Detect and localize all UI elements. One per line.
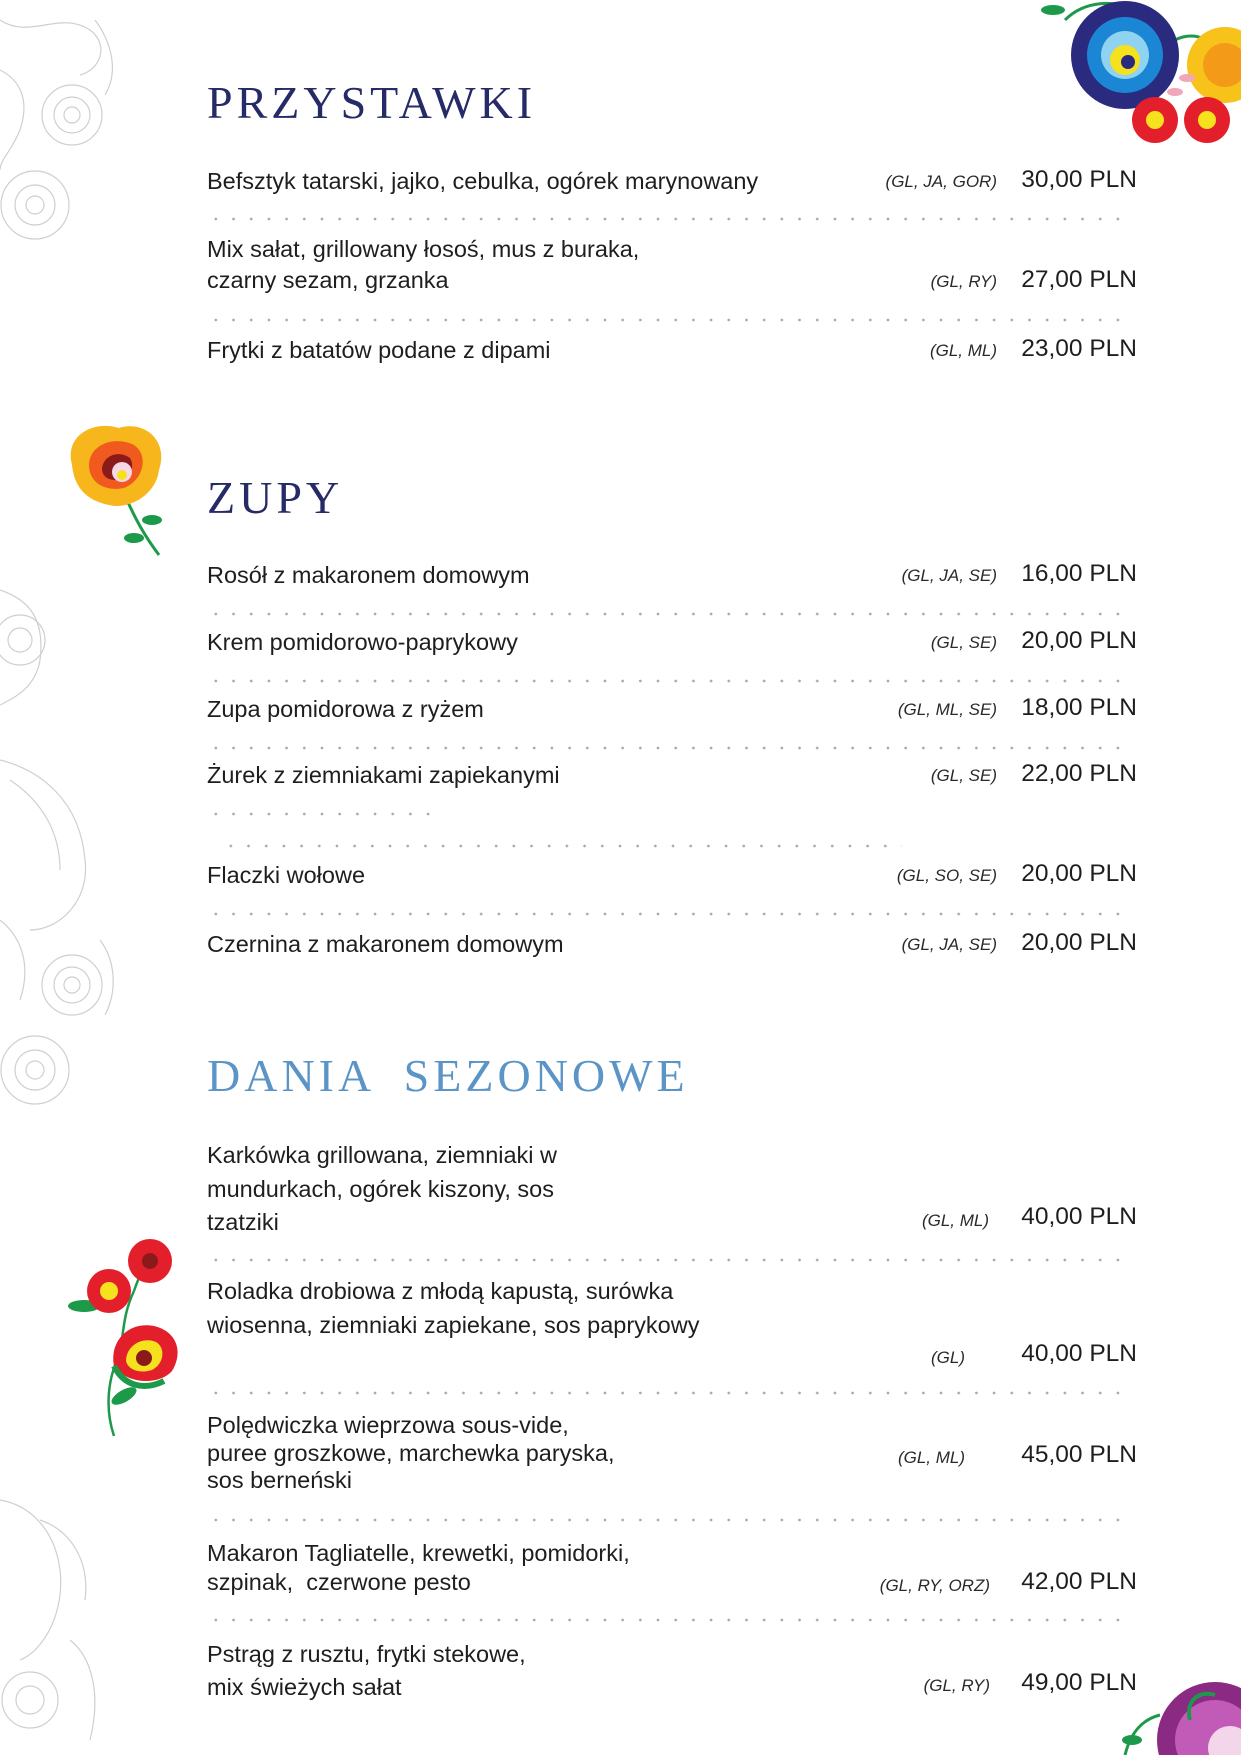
menu-item [207,234,1137,298]
dish-name: Frytki z batatów podane z dipami [207,337,551,363]
dish-price: 42,00 PLN [1021,1568,1137,1595]
dish-price: 20,00 PLN [1021,929,1137,956]
outline-floral-ornament-left [0,0,130,1755]
menu-item [207,1539,1137,1601]
dish-price: 30,00 PLN [1021,166,1137,193]
dish-name: Żurek z ziemniakami zapiekanymi [207,762,560,788]
menu-item [207,1274,1137,1384]
folk-flower-yellow-left [64,420,174,560]
dotted-separator [207,812,437,816]
menu-item [207,560,1137,600]
allergens-label: (GL, RY) [930,272,997,291]
dish-name: Roladka drobiowa z młodą kapustą, surówka wiosenna, ziemniaki zapiekane, sos paprykowy [207,1278,700,1338]
folk-flower-red-left [64,1236,194,1441]
dish-price: 40,00 PLN [1021,1203,1137,1230]
allergens-label: (GL, SO, SE) [896,866,997,885]
menu-item [207,1638,1137,1700]
dotted-separator [207,1391,1125,1395]
menu-item [207,929,1137,969]
dish-price: 22,00 PLN [1021,760,1137,787]
folk-flower-top-right [1025,0,1241,150]
dotted-separator [207,1518,1125,1522]
allergens-label: (GL, ML) [897,1448,965,1467]
dish-price: 16,00 PLN [1021,560,1137,587]
dotted-separator [207,217,1125,221]
allergens-label: (GL, RY, ORZ) [879,1576,990,1595]
section-title-zupy: ZUPY [207,472,344,523]
dish-price: 23,00 PLN [1021,335,1137,362]
dish-price: 40,00 PLN [1021,1340,1137,1367]
dish-price: 20,00 PLN [1021,860,1137,887]
dish-name: Rosół z makaronem domowym [207,562,530,588]
dotted-separator [207,318,1125,322]
menu-item [207,1412,1137,1502]
dish-name: Befsztyk tatarski, jajko, cebulka, ogórek marynowany [207,168,759,194]
menu-item [207,694,1137,734]
dish-name: Flaczki wołowe [207,862,366,888]
allergens-label: (GL, JA, SE) [901,566,997,585]
dish-name: Karkówka grillowana, ziemniaki w mundurkach, ogórek kiszony, sos tzatziki [207,1142,558,1235]
dotted-separator [207,912,1125,916]
menu-item [207,166,1137,206]
dish-name: Zupa pomidorowa z ryżem [207,696,484,722]
dotted-separator [207,679,1125,683]
allergens-label: (GL, ML) [921,1211,989,1230]
allergens-label: (GL, SE) [930,633,997,652]
menu-item [207,760,1137,800]
allergens-label: (GL, RY) [923,1676,990,1695]
dish-price: 27,00 PLN [1021,266,1137,293]
allergens-label: (GL, ML) [929,341,997,360]
allergens-label: (GL, SE) [930,766,997,785]
folk-flower-bottom-right [1120,1660,1241,1755]
menu-item [207,1139,1137,1239]
dotted-separator [207,1258,1125,1262]
dish-price: 20,00 PLN [1021,627,1137,654]
dotted-separator [207,1618,1125,1622]
dish-name: Mix sałat, grillowany łosoś, mus z buraka, czarny sezam, grzanka [207,236,640,293]
dish-name: Polędwiczka wieprzowa sous-vide, puree groszkowe, marchewka paryska, sos berneński [207,1412,615,1493]
dish-price: 18,00 PLN [1021,694,1137,721]
allergens-label: (GL, JA, SE) [901,935,997,954]
allergens-label: (GL) [931,1348,965,1367]
allergens-label: (GL, ML, SE) [897,700,997,719]
menu-item [207,335,1137,375]
dish-name: Czernina z makaronem domowym [207,931,564,957]
dish-price: 49,00 PLN [1021,1669,1137,1696]
dish-name: Krem pomidorowo-paprykowy [207,629,518,655]
dotted-separator [207,746,1125,750]
menu-item [207,627,1137,667]
dotted-separator [207,612,1125,616]
section-title-dania-sezonowe: DANIA SEZONOWE [207,1050,689,1101]
allergens-label: (GL, JA, GOR) [885,172,997,191]
dotted-separator [222,844,902,848]
dish-name: Pstrąg z rusztu, frytki stekowe, mix świeżych sałat [207,1641,526,1700]
dish-name: Makaron Tagliatelle, krewetki, pomidorki, szpinak, czerwone pesto [207,1540,630,1595]
menu-item [207,860,1137,900]
dish-price: 45,00 PLN [1021,1441,1137,1468]
section-title-przystawki: PRZYSTAWKI [207,77,537,128]
